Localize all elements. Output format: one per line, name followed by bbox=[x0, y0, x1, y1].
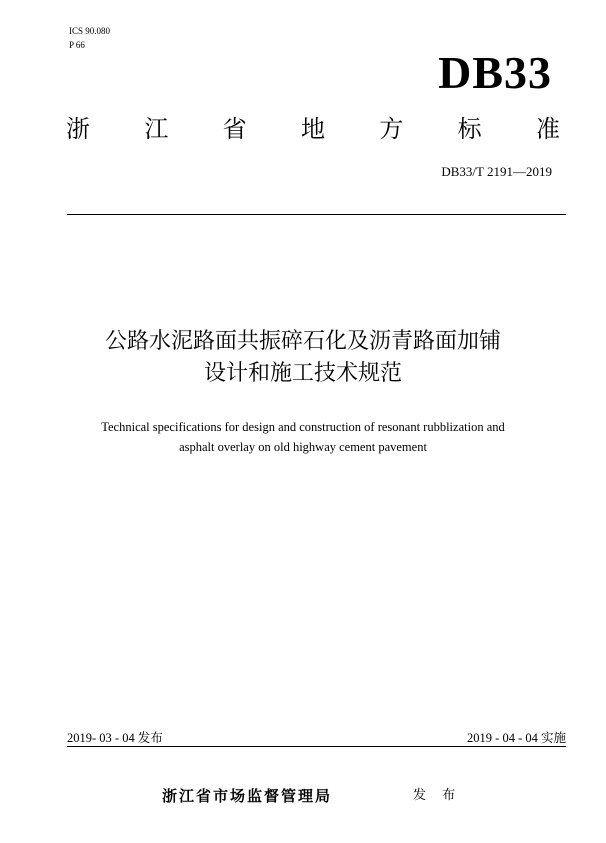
standard-type-char: 方 bbox=[379, 115, 404, 143]
standard-type-char: 标 bbox=[457, 115, 482, 143]
release-date bbox=[67, 730, 163, 746]
standard-type-char: 浙 bbox=[66, 115, 90, 143]
standard-type-char: 省 bbox=[222, 115, 247, 143]
standard-number: DB33/T 2191—2019 bbox=[441, 164, 552, 179]
chinese-title bbox=[0, 326, 606, 390]
ccs-code: P 66 bbox=[69, 40, 85, 50]
standard-logo: DB33 bbox=[438, 47, 552, 98]
issue-word: 发 布 bbox=[413, 788, 462, 803]
standard-type-char: 江 bbox=[144, 115, 169, 143]
top-divider bbox=[67, 214, 566, 215]
english-title-line-1: Technical specifications for design and construction of resonant rubblization and bbox=[101, 420, 505, 434]
english-title bbox=[0, 417, 606, 457]
release-date-value: 2019- 03 - 04 bbox=[67, 731, 135, 745]
chinese-title-line-1: 公路水泥路面共振碎石化及沥青路面加铺 bbox=[104, 329, 501, 354]
chinese-title-line-2: 设计和施工技术规范 bbox=[203, 361, 402, 386]
bottom-divider bbox=[67, 746, 566, 747]
standard-type-char: 准 bbox=[535, 115, 560, 143]
standard-type-char: 地 bbox=[300, 115, 325, 143]
date-row bbox=[67, 730, 566, 746]
implement-date-value: 2019 - 04 - 04 bbox=[467, 731, 538, 745]
ics-code: ICS 90.080 bbox=[69, 26, 111, 36]
implement-date bbox=[467, 730, 566, 746]
release-label: 发布 bbox=[137, 730, 163, 745]
english-title-line-2: asphalt overlay on old highway cement pavement bbox=[179, 440, 427, 454]
implement-label: 实施 bbox=[540, 730, 566, 745]
issuing-authority: 浙江省市场监督管理局 bbox=[162, 787, 333, 805]
standard-type-heading bbox=[66, 113, 560, 145]
classification-codes bbox=[69, 24, 110, 52]
